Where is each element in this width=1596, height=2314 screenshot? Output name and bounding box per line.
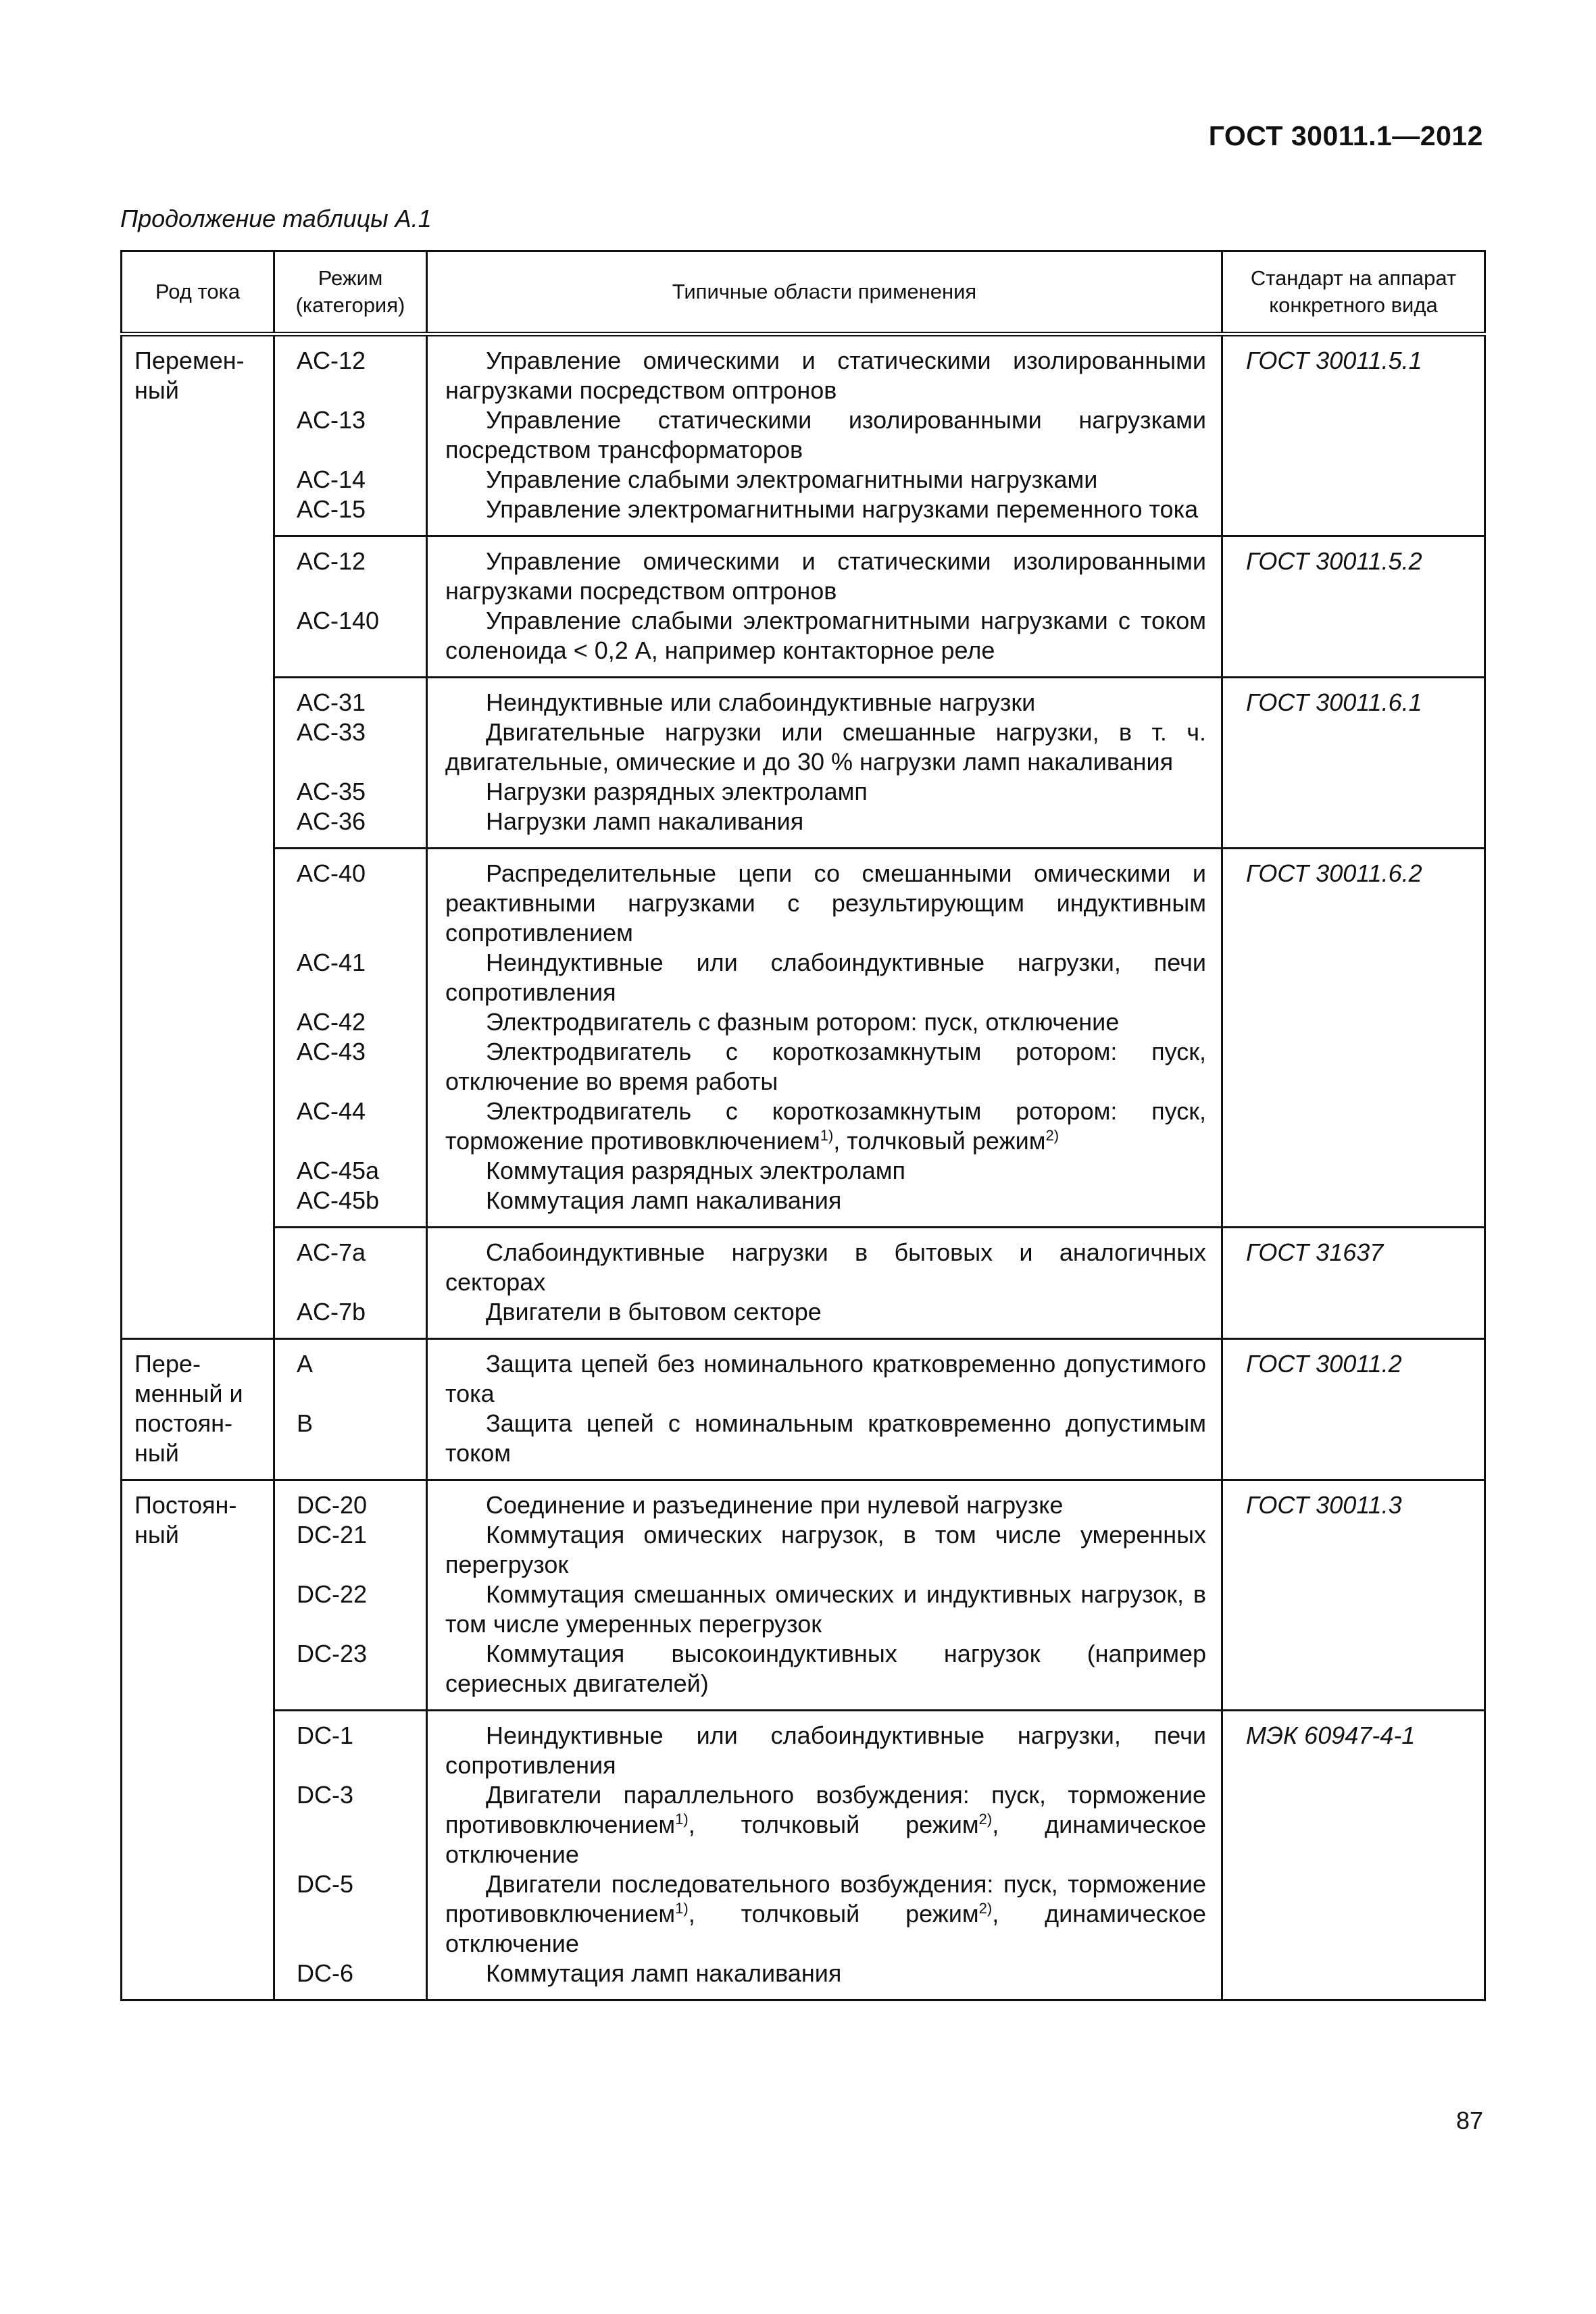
mode-cell [274,1339,427,1480]
table-row [122,1711,1485,2001]
rod-cell [122,1339,274,1480]
mode-label: DC-22 [297,1580,368,1608]
mode-cell [274,1711,427,2001]
application-item: Нагрузки разрядных электроламп [486,778,868,805]
table-row [122,536,1485,678]
application-item: Неиндуктивные или слабоиндуктивные нагрузки [486,688,1036,716]
application-item: Электродвигатель с короткозамкнутым ротором: пуск, отключение во время работы [445,1038,1206,1095]
application-text: , динамическое отключение [445,1811,1207,1868]
column-header-standard: Стандарт на аппарат конкретного вида [1222,251,1485,334]
mode-label: AC-40 [297,859,366,887]
mode-spacer [297,1899,415,1929]
application-text: , динамическое отключение [445,1900,1207,1957]
applications-cell [427,334,1222,536]
mode-label: DC-3 [297,1781,354,1809]
application-text: Электродвигатель с короткозамкнутым ротором: пуск, торможение противовключением [445,1097,1206,1155]
mode-cell [274,536,427,678]
mode-label: B [297,1409,314,1437]
table-header-row [122,251,1485,334]
rod-cell [122,334,274,1339]
application-item: Коммутация ламп накаливания [486,1186,842,1214]
application-item: Коммутация разрядных электроламп [486,1157,906,1184]
rod-cell [122,1480,274,2001]
mode-label: AC-35 [297,778,366,805]
standard-cell: ГОСТ 30011.3 [1222,1480,1485,1711]
table-row [122,1339,1485,1480]
application-item: Коммутация омических нагрузок, в том числе умеренных перегрузок [445,1521,1206,1578]
application-item [445,1097,1206,1156]
footnote-ref: 1) [675,1900,689,1917]
mode-label: AC-41 [297,949,366,976]
mode-label: AC-140 [297,607,380,634]
mode-label: DC-5 [297,1870,354,1898]
application-item: Двигатели в бытовом секторе [486,1298,822,1326]
mode-label: AC-7a [297,1238,366,1266]
applications-cell [427,536,1222,678]
mode-spacer [297,1810,415,1840]
rod-text: ный [134,1439,179,1467]
mode-label: AC-33 [297,718,366,746]
rod-text: Перемен- [134,347,245,374]
mode-spacer [297,1126,415,1156]
mode-cell [274,1480,427,1711]
rod-text: постоян- [134,1409,232,1437]
applications-cell [427,849,1222,1228]
rod-text: ный [134,1521,179,1549]
mode-spacer [297,576,415,606]
mode-label: AC-15 [297,495,366,523]
standard-cell: ГОСТ 30011.6.1 [1222,678,1485,849]
application-item: Защита цепей с номинальным кратковременно допустимым током [445,1409,1206,1467]
application-text: , толчковый режим [833,1127,1046,1155]
standard-cell: ГОСТ 31637 [1222,1228,1485,1339]
rod-text: менный и [134,1380,243,1407]
mode-label: AC-14 [297,466,366,493]
mode-spacer [297,376,415,405]
application-item [445,1869,1206,1959]
mode-label: AC-12 [297,347,366,374]
mode-spacer [297,1267,415,1297]
application-text: , толчковый режим [688,1900,979,1928]
application-item: Распределительные цепи со смешанными омическими и реактивными нагрузками с результирующим индуктивным сопротивлением [445,859,1206,947]
footnote-ref: 2) [978,1900,993,1917]
mode-label: A [297,1350,314,1378]
application-item: Соединение и разъединение при нулевой нагрузке [486,1491,1064,1519]
footnote-ref: 1) [675,1811,689,1828]
mode-label: DC-23 [297,1640,368,1667]
application-item: Двигательные нагрузки или смешанные нагрузки, в т. ч. двигательные, омические и до 30 % нагрузки ламп накаливания [445,718,1206,776]
mode-label: AC-42 [297,1008,366,1036]
mode-spacer [297,1609,415,1639]
mode-spacer [297,435,415,465]
standard-cell: ГОСТ 30011.2 [1222,1339,1485,1480]
applications-cell [427,1228,1222,1339]
standard-cell: ГОСТ 30011.5.2 [1222,536,1485,678]
standard-header: ГОСТ 30011.1—2012 [1208,120,1483,151]
table-row [122,849,1485,1228]
column-header-rod: Род тока [122,251,274,334]
applications-cell [427,1480,1222,1711]
mode-spacer [297,1067,415,1097]
table-caption: Продолжение таблицы А.1 [120,205,432,232]
application-item: Слабоиндуктивные нагрузки в бытовых и аналогичных секторах [445,1238,1206,1296]
mode-label: AC-45a [297,1157,380,1184]
standard-cell: ГОСТ 30011.5.1 [1222,334,1485,536]
mode-label: AC-7b [297,1298,366,1326]
application-item: Коммутация высокоиндуктивных нагрузок (например сериесных двигателей) [445,1640,1206,1697]
applications-cell [427,1711,1222,2001]
application-item: Управление слабыми электромагнитными нагрузками [486,466,1098,493]
standard-cell: ГОСТ 30011.6.2 [1222,849,1485,1228]
mode-label: AC-13 [297,406,366,434]
mode-spacer [297,888,415,918]
mode-label: DC-1 [297,1721,354,1749]
mode-spacer [297,978,415,1007]
mode-label: DC-21 [297,1521,368,1549]
standards-table [120,250,1486,2001]
application-item: Управление омическими и статическими изолированными нагрузками посредством оптронов [445,547,1206,605]
column-header-applications: Типичные области применения [427,251,1222,334]
application-item: Управление омическими и статическими изолированными нагрузками посредством оптронов [445,347,1206,404]
application-item: Неиндуктивные или слабоиндуктивные нагрузки, печи сопротивления [445,1721,1206,1779]
column-header-mode: Режим (категория) [274,251,427,334]
application-item [445,1780,1206,1869]
standard-cell: МЭК 60947-4-1 [1222,1711,1485,2001]
page-number: 87 [1455,2107,1483,2134]
application-item: Нагрузки ламп накаливания [486,807,804,835]
application-item: Неиндуктивные или слабоиндуктивные нагрузки, печи сопротивления [445,949,1206,1006]
application-text: Двигатели последовательного возбуждения: пуск, торможение противовключением [445,1870,1206,1928]
mode-spacer [297,1550,415,1580]
footnote-ref: 2) [1045,1127,1059,1144]
mode-label: AC-12 [297,547,366,575]
mode-cell [274,849,427,1228]
mode-cell [274,1228,427,1339]
application-item: Управление статическими изолированными нагрузками посредством трансформаторов [445,406,1206,463]
rod-text: Пере- [134,1350,201,1378]
applications-cell [427,1339,1222,1480]
footnote-ref: 2) [978,1811,993,1828]
footnote-ref: 1) [820,1127,834,1144]
application-item: Управление слабыми электромагнитными нагрузками с током соленоида < 0,2 А, например контакторное реле [445,607,1206,664]
mode-label: DC-20 [297,1491,368,1519]
mode-label: AC-44 [297,1097,366,1125]
mode-spacer [297,1929,415,1959]
table-row [122,1228,1485,1339]
mode-label: AC-43 [297,1038,366,1065]
applications-cell [427,678,1222,849]
table-row [122,334,1485,536]
application-item: Коммутация смешанных омических и индуктивных нагрузок, в том числе умеренных перегрузок [445,1580,1206,1638]
mode-spacer [297,1379,415,1409]
mode-label: AC-31 [297,688,366,716]
mode-label: AC-36 [297,807,366,835]
mode-spacer [297,1751,415,1780]
rod-text: Постоян- [134,1491,237,1519]
application-text: Двигатели параллельного возбуждения: пуск, торможение противовключением [445,1781,1206,1838]
mode-cell [274,678,427,849]
table-row [122,1480,1485,1711]
mode-label: DC-6 [297,1959,354,1987]
mode-cell [274,334,427,536]
rod-text: ный [134,376,179,404]
mode-label: AC-45b [297,1186,380,1214]
table-row [122,678,1485,849]
application-text: , толчковый режим [688,1811,979,1838]
mode-spacer [297,918,415,948]
application-item: Коммутация ламп накаливания [486,1959,842,1987]
application-item: Управление электромагнитными нагрузками переменного тока [486,495,1199,523]
application-item: Электродвигатель с фазным ротором: пуск, отключение [486,1008,1120,1036]
mode-spacer [297,1840,415,1869]
mode-spacer [297,747,415,777]
application-item: Защита цепей без номинального кратковременно допустимого тока [445,1350,1206,1407]
